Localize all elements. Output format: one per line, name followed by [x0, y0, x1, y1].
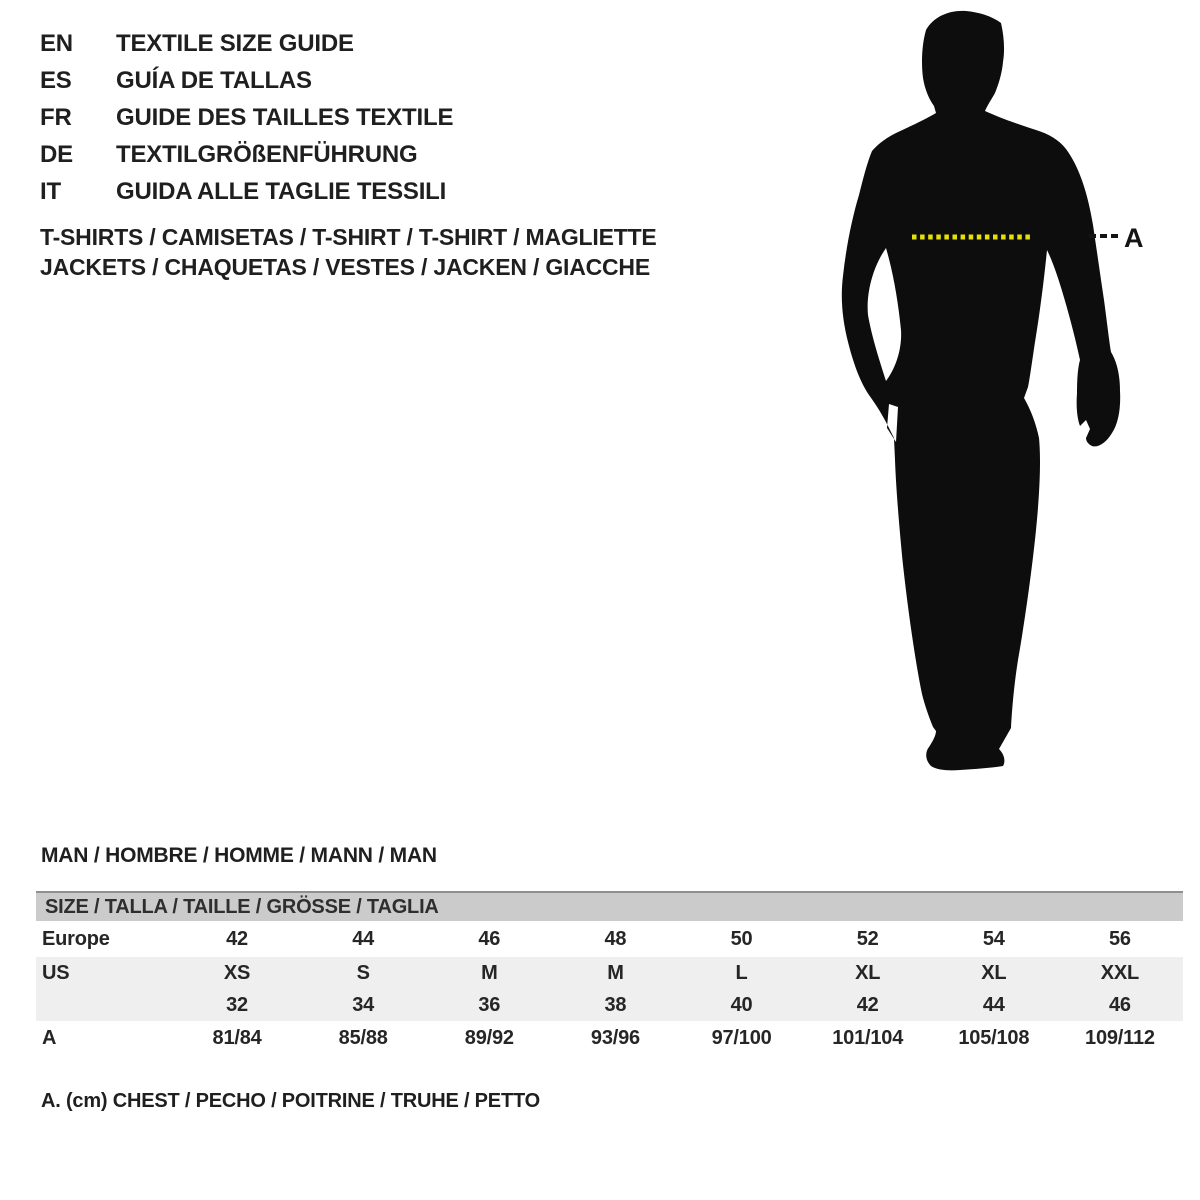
table-cell: 44: [982, 993, 1005, 1016]
language-code: DE: [40, 140, 73, 168]
language-code: IT: [40, 177, 61, 205]
row-label-europe: Europe: [42, 927, 110, 950]
row-label-a: A: [42, 1027, 57, 1049]
table-cell: 48: [604, 927, 627, 950]
table-cell: 85/88: [338, 1027, 388, 1049]
table-row-chest-a: [36, 1021, 1183, 1056]
language-title: GUIDE DES TAILLES TEXTILE: [116, 103, 454, 131]
measure-footnote: A. (cm) CHEST / PECHO / POITRINE / TRUHE / PETTO: [41, 1090, 540, 1112]
table-cell: XL: [855, 961, 881, 984]
table-cell: 52: [856, 927, 879, 950]
table-cell: 46: [1109, 993, 1131, 1016]
table-cell: L: [735, 961, 748, 984]
table-cell: 40: [730, 993, 753, 1016]
table-cell: 81/84: [212, 1027, 262, 1049]
language-title: GUIDA ALLE TAGLIE TESSILI: [116, 177, 447, 205]
table-cell: M: [607, 961, 624, 984]
table-row-numeric: [36, 989, 1183, 1021]
table-cell: 36: [478, 993, 501, 1016]
table-row-us: [36, 957, 1183, 989]
man-silhouette: [842, 11, 1120, 770]
table-cell: S: [356, 961, 370, 984]
measure-label-a: A: [1124, 223, 1144, 253]
language-code: FR: [40, 103, 72, 131]
table-cell: 101/104: [832, 1027, 904, 1049]
table-row-europe: [36, 921, 1183, 957]
table-cell: 50: [730, 927, 753, 950]
table-cell: 56: [1109, 927, 1131, 950]
table-cell: 42: [856, 993, 879, 1016]
size-table-header-label: SIZE / TALLA / TAILLE / GRÖSSE / TAGLIA: [45, 895, 439, 918]
size-table-header-bar: [36, 891, 1183, 921]
table-cell: 109/112: [1085, 1027, 1155, 1049]
table-cell: 42: [226, 927, 248, 950]
table-cell: 54: [982, 927, 1005, 950]
table-cell: 44: [352, 927, 375, 950]
language-code: EN: [40, 29, 73, 57]
table-cell: XXL: [1100, 961, 1140, 984]
language-title: TEXTILE SIZE GUIDE: [116, 29, 354, 57]
size-table: [36, 891, 1183, 1056]
table-cell: XL: [981, 961, 1007, 984]
table-cell: 32: [226, 993, 248, 1016]
table-cell: 46: [478, 927, 501, 950]
table-cell: 97/100: [711, 1027, 772, 1049]
table-cell: 89/92: [464, 1027, 514, 1049]
table-cell: 105/108: [958, 1027, 1030, 1049]
language-title: GUÍA DE TALLAS: [116, 66, 312, 94]
row-label-us: US: [42, 961, 70, 984]
category-line-tshirts: T-SHIRTS / CAMISETAS / T-SHIRT / T-SHIRT / MAGLIETTE: [40, 224, 657, 250]
category-line-jackets: JACKETS / CHAQUETAS / VESTES / JACKEN / GIACCHE: [40, 254, 650, 280]
table-cell: 34: [352, 993, 375, 1016]
table-cell: M: [481, 961, 498, 984]
table-cell: 93/96: [590, 1027, 640, 1049]
language-title: TEXTILGRÖßENFÜHRUNG: [116, 140, 418, 168]
table-cell: 38: [604, 993, 627, 1016]
section-title-man: MAN / HOMBRE / HOMME / MANN / MAN: [41, 844, 437, 867]
table-cell: XS: [223, 961, 251, 984]
language-code: ES: [40, 66, 72, 94]
